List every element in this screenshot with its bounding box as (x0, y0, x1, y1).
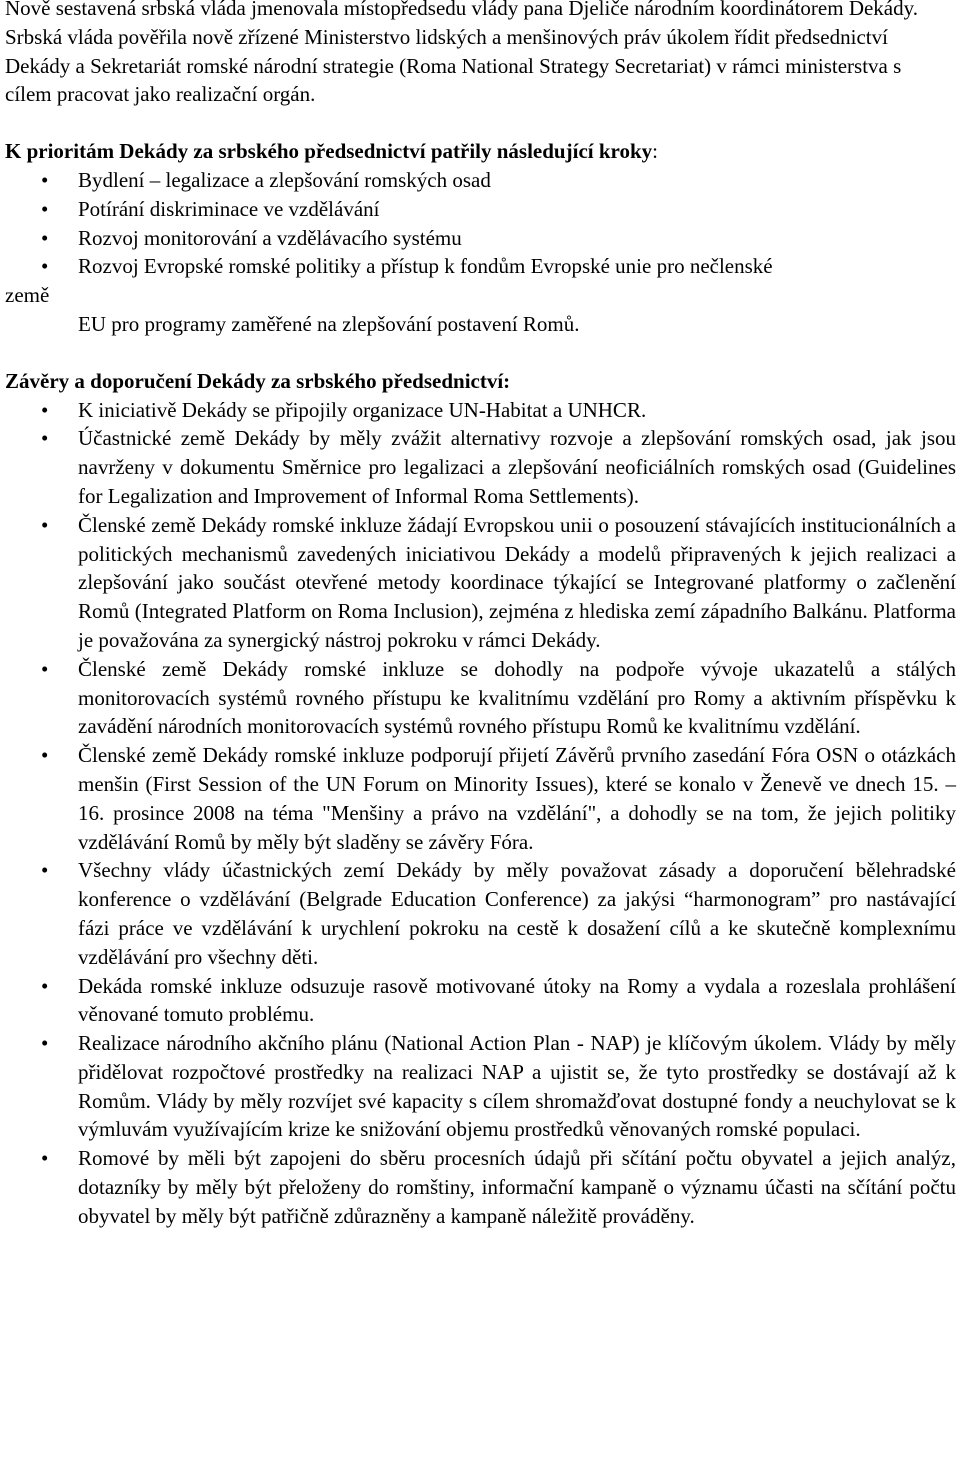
priorities-heading-text: K prioritám Dekády za srbského předsednictví patřily následující kroky (5, 139, 653, 164)
conclusions-list (5, 396, 960, 1231)
priority-item-discrimination: • Potírání diskriminace ve vzdělávání (5, 195, 960, 224)
conclusion-item-monitoring-indicators: • Členské země Dekády romské inkluze se dohodly na podpoře vývoje ukazatelů a stálých monitorovacích systémů rovného přístupu ke kvalitnímu vzdělání pro Romy a aktivním příspěvku k zavádění národních monitorovacích systémů rovného přístupu Romů ke kvalitnímu vzdělání. (5, 655, 956, 741)
priority-item-eu-policy-line2: EU pro programy zaměřené na zlepšování postavení Romů. (78, 311, 580, 336)
priority-item-housing: • Bydlení – legalizace a zlepšování romských osad (5, 166, 960, 195)
conclusion-item-un-habitat: • K iniciativě Dekády se připojily organizace UN-Habitat a UNHCR. (5, 396, 956, 425)
priority-item-monitoring: • Rozvoj monitorování a vzdělávacího systému (5, 224, 960, 253)
priorities-list (5, 166, 960, 339)
priority-item-eu-policy (5, 252, 960, 338)
conclusion-item-un-forum: • Členské země Dekády romské inkluze podporují přijetí Závěrů prvního zasedání Fóra OSN o otázkách menšin (First Session of the UN Forum on Minority Issues), které se konalo v Ženevě ve dnech 15. – 16. prosince 2008 na téma "Menšiny a právo na vzdělání", a dohodly se na tom, že jejich politiky vzdělávání Romů by měly být sladěny se závěry Fóra. (5, 741, 956, 856)
conclusion-item-eu-platform: • Členské země Dekády romské inkluze žádají Evropskou unii o posouzení stávajících institucionálních a politických mechanismů zavedených iniciativou Dekády a modelů připravených k jejich realizaci a zlepšování jako součást otevřené metody koordinace týkající se Integrované platformy o začlenění Romů (Integrated Platform on Roma Inclusion), zejména z hlediska zemí západního Balkánu. Platforma je považována za synergický nástroj pokroku v rámci Dekády. (5, 511, 956, 655)
intro-paragraph: Nově sestavená srbská vláda jmenovala místopředsedu vlády pana Djeliče národním koordinátorem Dekády. Srbská vláda pověřila nově zřízené Ministerstvo lidských a menšinových práv úkolem řídit předsednictví Dekády a Sekretariát romské národní strategie (Roma National Strategy Secretariat) v rámci ministerstva s cílem pracovat jako realizační orgán. (5, 0, 919, 107)
priority-item-eu-policy-line1: • Rozvoj Evropské romské politiky a přístup k fondům Evropské unie pro nečlenské (78, 254, 773, 279)
conclusion-item-racist-attacks: • Dekáda romské inkluze odsuzuje rasově motivované útoky na Romy a vydala a rozeslala prohlášení věnované tomuto problému. (5, 972, 956, 1030)
priorities-heading-colon: : (652, 139, 658, 164)
conclusion-item-nap: • Realizace národního akčního plánu (National Action Plan - NAP) je klíčovým úkolem. Vlády by měly přidělovat rozpočtové prostředky na realizaci NAP a ujistit se, že tyto prostředky se dostávají až k Romům. Vlády by měly rozvíjet své kapacity s cílem shromažďovat dostupné fondy a neuchylovat se k výmluvám využívajícím krize ke snižování objemu prostředků věnovaných romské populaci. (5, 1029, 956, 1144)
conclusion-item-census: • Romové by měli být zapojeni do sběru procesních údajů při sčítání počtu obyvatel a jejich analýz, dotazníky by měly být přeloženy do romštiny, informační kampaně o významu účasti na sčítání počtu obyvatel by měly být patřičně zdůrazněny a kampaně náležitě prováděny. (5, 1144, 956, 1230)
conclusions-heading: Závěry a doporučení Dekády za srbského předsednictví: (5, 368, 511, 393)
priorities-heading (5, 137, 945, 166)
conclusion-item-settlements: • Účastnické země Dekády by měly zvážit alternativy rozvoje a zlepšování romských osad, jak jsou navrženy v dokumentu Směrnice pro legalizaci a zlepšování neoficiálních romských osad (Guidelines for Legalization and Improvement of Informal Roma Settlements). (5, 424, 956, 510)
priority-item-eu-policy-wrap-word: země (5, 283, 50, 308)
conclusion-item-belgrade-conference: • Všechny vlády účastnických zemí Dekády by měly považovat zásady a doporučení bělehradské konference o vzdělávání (Belgrade Education Conference) za jakýsi “harmonogram” pro nastávající fázi práce ve vzdělávání k urychlení pokroku na cestě k dosažení cílů a ke skutečně komplexnímu vzdělávání pro všechny děti. (5, 856, 956, 971)
